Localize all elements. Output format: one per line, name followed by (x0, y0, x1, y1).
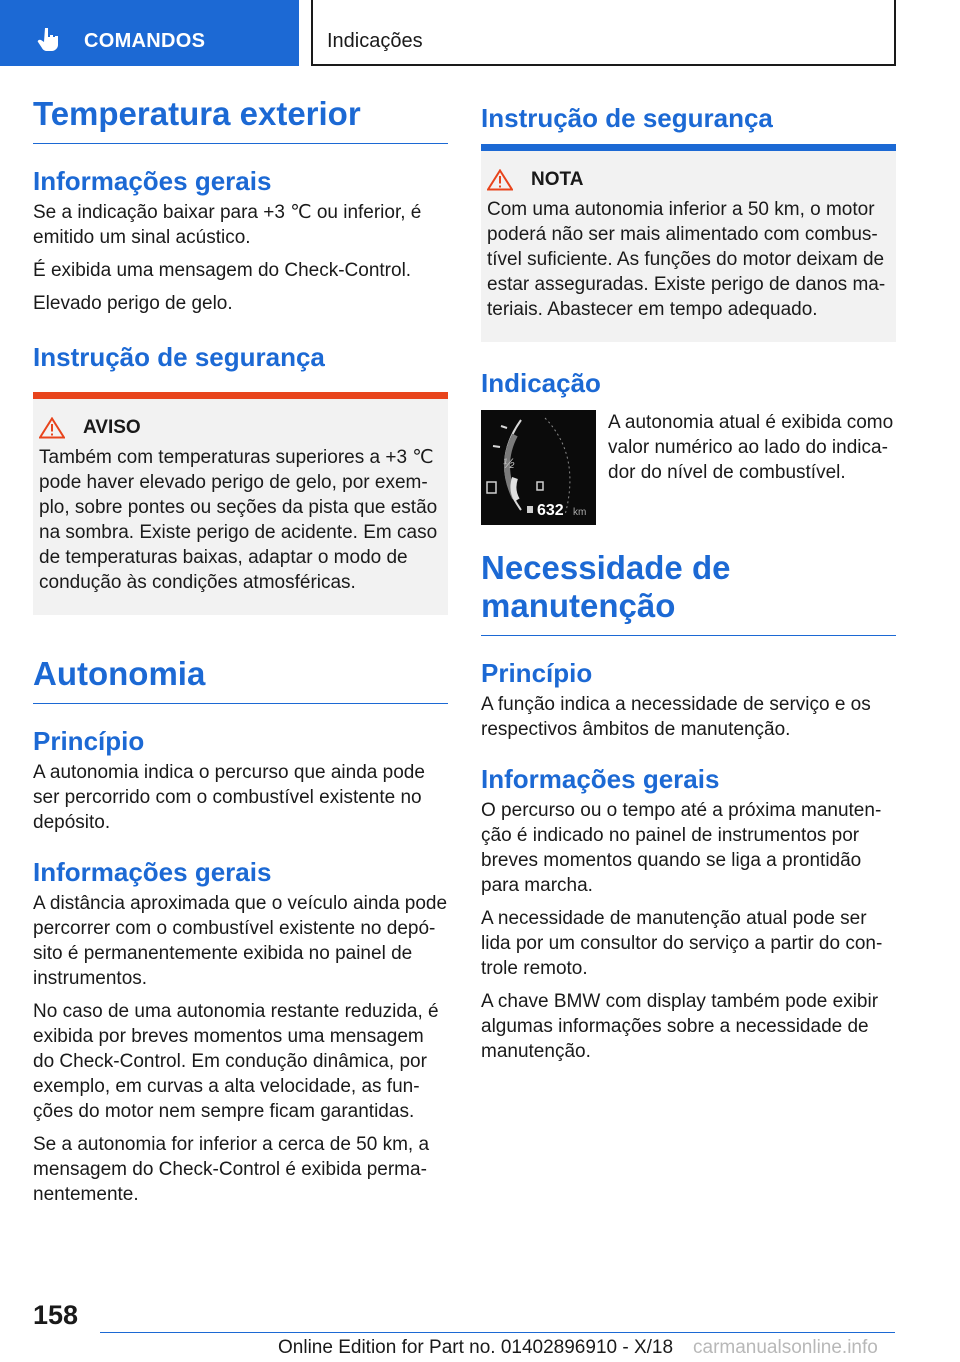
left-column (33, 95, 448, 1215)
service-general-p3: A chave BMW com display também pode exibir algumas informações sobre a necessidade de manutenção. (481, 991, 879, 1062)
page-number: 158 (33, 1300, 79, 1330)
note-box (481, 144, 896, 342)
service-principle-text: A função indica a necessidade de serviço e os respectivos âmbitos de manutenção. (481, 694, 871, 740)
service-general-p1: O percurso ou o tempo até a próxima manutenção é indicado no painel de instrumentos por breves momentos quando se liga a prontidão para marcha. (481, 800, 882, 896)
range-general-p2: No caso de uma autonomia restante reduzida, é exibida por breves momentos uma mensagem do Check-Control. Em condução dinâmica, por exemplo, em curvas a alta velocidade, as funções do motor nem sempre ficam garantidas. (33, 1001, 439, 1122)
service-general-heading: Informações gerais (481, 764, 720, 794)
edition-text: Online Edition for Part no. 01402896910 - X/18 (278, 1337, 674, 1358)
display-heading: Indicação (481, 368, 601, 398)
note-label: NOTA (531, 169, 584, 190)
range-principle-heading: Princípio (33, 726, 145, 756)
warning-text: Também com temperaturas superiores a +3 ℃ pode haver elevado perigo de gelo, por exemplo, sobre pontes ou seções da pista que estão na sombra. Existe perigo de acidente. Em caso de temperaturas baixas, adaptar o modo de condução às condições atmosféricas. (39, 447, 438, 593)
gauge-range-unit: km (573, 507, 587, 518)
subsection-label: Indicações (327, 30, 423, 52)
service-title: Necessidade de manutenção (481, 549, 896, 636)
service-general-p2: A necessidade de manutenção atual pode ser lida por um consultor do serviço a partir do controle remoto. (481, 908, 883, 979)
temp-general-p2: É exibida uma mensagem do Check-Control. (33, 260, 412, 281)
warning-triangle-icon (39, 417, 65, 439)
right-column (481, 103, 896, 1072)
fuel-gauge-image (481, 410, 596, 525)
gauge-half-label: ½ (503, 455, 515, 471)
temp-general-p1: Se a indicação baixar para +3 ℃ ou inferior, é emitido um sinal acústico. (33, 202, 422, 248)
note-text: Com uma autonomia inferior a 50 km, o motor poderá não ser mais alimentado com combustível suficiente. As funções do motor deixam de estar asseguradas. Existe perigo de danos materiais. Abastecer em tempo adequado. (487, 199, 886, 320)
range-general-p3: Se a autonomia for inferior a cerca de 50 km, a mensagem do Check-Control é exibida permanentemente. (33, 1134, 430, 1205)
temp-safety-heading: Instrução de segurança (33, 342, 325, 372)
temp-general-heading: Informações gerais (33, 166, 272, 196)
range-general-heading: Informações gerais (33, 857, 272, 887)
warning-box (33, 392, 448, 615)
outside-temp-title: Temperatura exterior (33, 95, 448, 144)
temp-general-p3: Elevado perigo de gelo. (33, 293, 233, 314)
display-section (481, 410, 896, 525)
page-header (0, 0, 960, 66)
subsection-box (311, 0, 896, 66)
range-general-p1: A distância aproximada que o veículo ainda pode percorrer com o combustível existente no depósito é permanentemente exibida no painel de instrumentos. (33, 893, 448, 989)
range-title: Autonomia (33, 655, 448, 704)
range-principle-text: A autonomia indica o percurso que ainda pode ser percorrido com o combustível existente no depósito. (33, 762, 425, 833)
range-safety-heading: Instrução de segurança (481, 103, 773, 133)
service-principle-heading: Princípio (481, 658, 593, 688)
warning-triangle-icon (487, 169, 513, 191)
footer-divider (100, 1332, 895, 1333)
watermark: carmanualsonline.info (693, 1337, 878, 1358)
gauge-range-value: 632 (537, 502, 564, 519)
section-tab (0, 0, 299, 66)
warning-label: AVISO (83, 417, 141, 438)
section-label: COMANDOS (84, 30, 206, 52)
hand-pointer-icon (36, 26, 62, 52)
display-text: A autonomia atual é exibida como valor numérico ao lado do indicador do nível de combustível. (608, 412, 894, 483)
